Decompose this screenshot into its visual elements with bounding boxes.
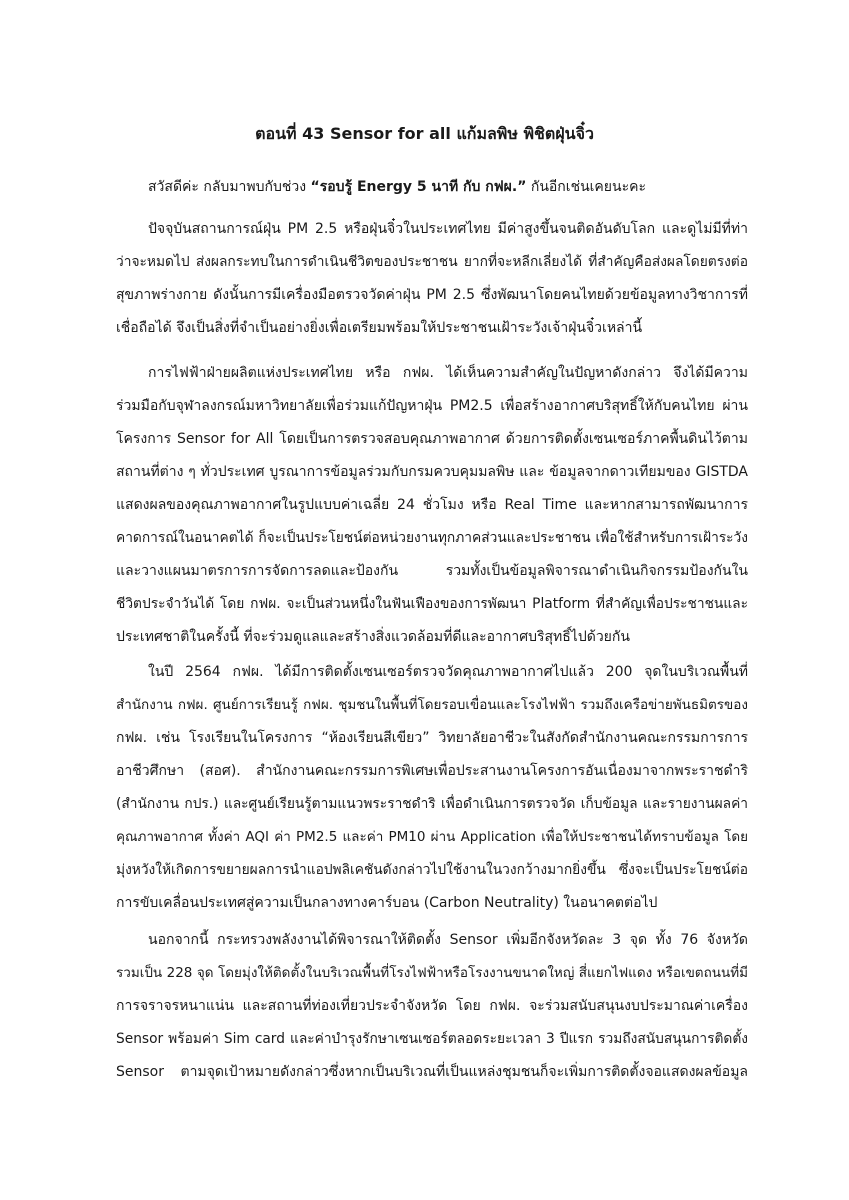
paragraph-line: Sensor ตามจุดเป้าหมายดังกล่าวซึ่งหากเป็นบริเวณที่เป็นแหล่งชุมชนก็จะเพิ่มการติดตั้งจอแสดงผลข้อมูล <box>116 1064 748 1080</box>
paragraph-line: คาดการณ์ในอนาคตได้ ก็จะเป็นประโยชน์ต่อหน่วยงานทุกภาคส่วนและประชาชน เพื่อใช้สำหรับการเฝ้าระวัง <box>116 530 748 546</box>
greeting-program-name: “รอบรู้ Energy 5 นาที กับ กฟผ.” <box>310 179 527 195</box>
paragraph-line: เชื่อถือได้ จึงเป็นสิ่งที่จำเป็นอย่างยิ่งเพื่อเตรียมพร้อมให้ประชาชนเฝ้าระวังเจ้าฝุ่นจิ๋วเหล่านี้ <box>116 320 643 336</box>
paragraph-line: มุ่งหวังให้เกิดการขยายผลการนำแอปพลิเคชันดังกล่าวไปใช้งานในวงกว้างมากยิ่งขึ้น ซึ่งจะเป็นประโยชน์ต่อ <box>116 862 748 878</box>
paragraph-line: Sensor พร้อมค่า Sim card และค่าบำรุงรักษาเซนเซอร์ตลอดระยะเวลา 3 ปีแรก รวมถึงสนับสนุนการติดตั้ง <box>116 1031 748 1047</box>
paragraph-line: สถานที่ต่าง ๆ ทั่วประเทศ บูรณาการข้อมูลร่วมกับกรมควบคุมมลพิษ และ ข้อมูลจากดาวเทียมของ GISTDA <box>116 464 748 480</box>
paragraph-2564-installation <box>116 656 748 920</box>
paragraph-line: ประเทศชาติในครั้งนี้ ที่จะร่วมดูแลและสร้างสิ่งแวดล้อมที่ดีและอากาศบริสุทธิ์ไปด้วยกัน <box>116 629 630 645</box>
paragraph-line: การจราจรหนาแน่น และสถานที่ท่องเที่ยวประจำจังหวัด โดย กฟผ. จะร่วมสนับสนุนงบประมาณค่าเครื่อง <box>116 998 748 1014</box>
paragraph-ministry-expansion <box>116 924 748 1089</box>
document-title: ตอนที่ 43 Sensor for all แก้มลพิษ พิชิตฝุ่นจิ๋ว <box>255 124 594 143</box>
paragraph-line: ว่าจะหมดไป ส่งผลกระทบในการดำเนินชีวิตของประชาชน ยากที่จะหลีกเลี่ยงได้ ที่สำคัญคือส่งผลโดยตรงต่อ <box>116 254 748 270</box>
greeting-prefix: สวัสดีค่ะ กลับมาพบกับช่วง <box>148 179 311 195</box>
paragraph-line: คุณภาพอากาศ ทั้งค่า AQI ค่า PM2.5 และค่า PM10 ผ่าน Application เพื่อให้ประชาชนได้ทราบข้อมูล โดย <box>116 829 748 845</box>
paragraph-line: นอกจากนี้ กระทรวงพลังงานได้พิจารณาให้ติดตั้ง Sensor เพิ่มอีกจังหวัดละ 3 จุด ทั้ง 76 จังหวัด <box>148 932 748 948</box>
paragraph-line: (สำนักงาน กปร.) และศูนย์เรียนรู้ตามแนวพระราชดำริ เพื่อดำเนินการตรวจวัด เก็บข้อมูล และรายงานผลค่า <box>116 796 748 812</box>
paragraph-line: ปัจจุบันสถานการณ์ฝุ่น PM 2.5 หรือฝุ่นจิ๋วในประเทศไทย มีค่าสูงขึ้นจนติดอันดับโลก และดูไม่มีที่ท่า <box>148 221 748 237</box>
paragraph-line: การขับเคลื่อนประเทศสู่ความเป็นกลางทางคาร์บอน (Carbon Neutrality) ในอนาคตต่อไป <box>116 895 658 911</box>
paragraph-line: และวางแผนมาตรการการจัดการลดและป้องกัน รวมทั้งเป็นข้อมูลพิจารณาดำเนินกิจกรรมป้องกันใน <box>116 563 748 579</box>
paragraph-sensor-for-all <box>116 357 748 654</box>
paragraph-line: สำนักงาน กฟผ. ศูนย์การเรียนรู้ กฟผ. ชุมชนในพื้นที่โดยรอบเขื่อนและโรงไฟฟ้า รวมถึงเครือข่ายพันธมิตรของ <box>116 697 748 713</box>
greeting-suffix: กันอีกเช่นเคยนะคะ <box>526 179 646 195</box>
paragraph-line: การไฟฟ้าฝ่ายผลิตแห่งประเทศไทย หรือ กฟผ. ได้เห็นความสำคัญในปัญหาดังกล่าว จึงได้มีความ <box>148 365 748 381</box>
paragraph-line: ในปี 2564 กฟผ. ได้มีการติดตั้งเซนเซอร์ตรวจวัดคุณภาพอากาศไปแล้ว 200 จุดในบริเวณพื้นที่ <box>148 664 748 680</box>
paragraph-line: โครงการ Sensor for All โดยเป็นการตรวจสอบคุณภาพอากาศ ด้วยการติดตั้งเซนเซอร์ภาคพื้นดินไว้ตาม <box>116 431 748 447</box>
paragraph-line: ชีวิตประจำวันได้ โดย กฟผ. จะเป็นส่วนหนึ่งในฟันเฟืองของการพัฒนา Platform ที่สำคัญเพื่อประชาชนและ <box>116 596 748 612</box>
paragraph-line: รวมเป็น 228 จุด โดยมุ่งให้ติดตั้งในบริเวณพื้นที่โรงไฟฟ้าหรือโรงงานขนาดใหญ่ สี่แยกไฟแดง หรือเขตถนนที่มี <box>116 965 748 981</box>
paragraph-line: แสดงผลของคุณภาพอากาศในรูปแบบค่าเฉลี่ย 24 ชั่วโมง หรือ Real Time และหากสามารถพัฒนาการ <box>116 497 748 513</box>
paragraph-pm25-situation <box>116 213 748 345</box>
paragraph-line: สุขภาพร่างกาย ดังนั้นการมีเครื่องมือตรวจวัดค่าฝุ่น PM 2.5 ซึ่งพัฒนาโดยคนไทยด้วยข้อมูลทางวิชาการที่ <box>116 287 748 303</box>
paragraph-line: ร่วมมือกับจุฬาลงกรณ์มหาวิทยาลัยเพื่อร่วมแก้ปัญหาฝุ่น PM2.5 เพื่อสร้างอากาศบริสุทธิ์ให้กับคนไทย ผ่าน <box>116 398 748 414</box>
greeting-line <box>148 175 748 199</box>
paragraph-line: อาชีวศึกษา (สอศ). สำนักงานคณะกรรมการพิเศษเพื่อประสานงานโครงการอันเนื่องมาจากพระราชดำริ <box>116 763 748 779</box>
paragraph-line: กฟผ. เช่น โรงเรียนในโครงการ “ห้องเรียนสีเขียว” วิทยาลัยอาชีวะในสังกัดสำนักงานคณะกรรมการการ <box>116 730 748 746</box>
